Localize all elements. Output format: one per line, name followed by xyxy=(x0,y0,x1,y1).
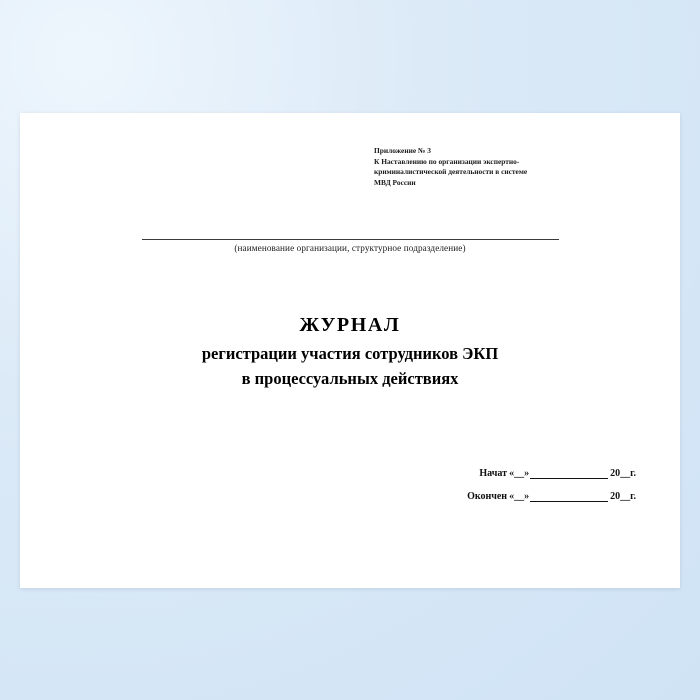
start-date-label: Начат xyxy=(479,468,508,479)
organisation-field xyxy=(20,239,680,253)
end-date-blank xyxy=(530,492,608,502)
appendix-line-4: МВД России xyxy=(374,178,416,188)
page-title xyxy=(20,313,680,392)
title-line-1: ЖУРНАЛ xyxy=(299,314,401,336)
start-date-quote: «__» xyxy=(509,468,530,479)
appendix-line-1: Приложение № 3 xyxy=(374,146,431,155)
start-date-blank xyxy=(530,469,608,479)
organisation-rule xyxy=(142,239,559,240)
start-date-year: 20__г. xyxy=(610,468,636,479)
document-page xyxy=(20,113,680,588)
appendix-note xyxy=(374,146,654,189)
document-page-content xyxy=(20,113,680,588)
end-date-year: 20__г. xyxy=(610,491,636,502)
title-line-3: в процессуальных действиях xyxy=(241,368,459,388)
dates-section xyxy=(467,468,636,514)
end-date-row xyxy=(467,491,636,502)
organisation-caption: (наименование организации, структурное подразделение) xyxy=(234,243,466,253)
start-date-row xyxy=(467,468,636,479)
appendix-line-3: криминалистической деятельности в системе xyxy=(374,167,528,177)
title-line-2: регистрации участия сотрудников ЭКП xyxy=(201,344,499,363)
end-date-label: Окончен xyxy=(467,491,508,502)
appendix-line-2: К Наставлению по организации экспертно- xyxy=(374,156,520,166)
end-date-quote: «__» xyxy=(509,491,530,502)
